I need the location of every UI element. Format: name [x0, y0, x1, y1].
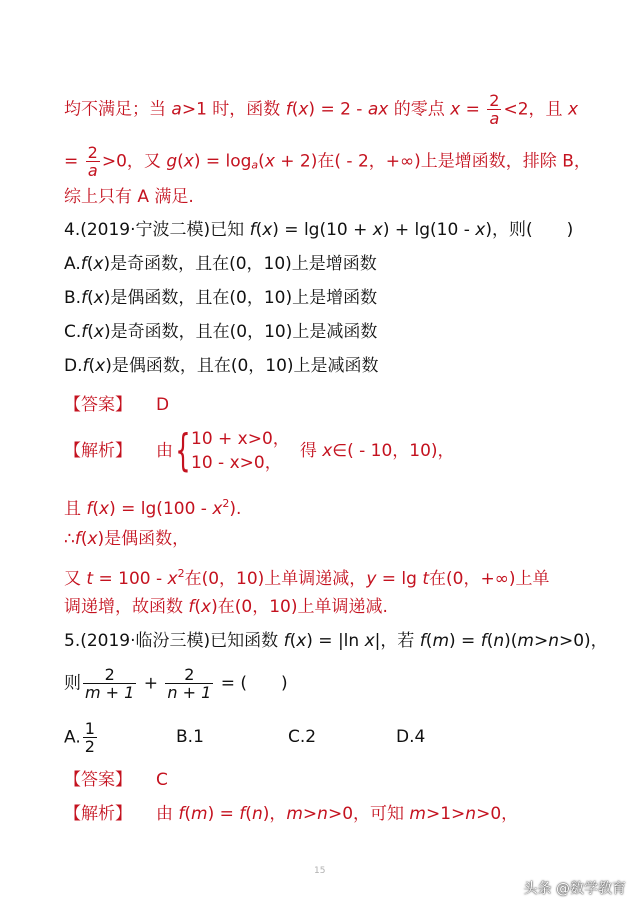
top-bar — [0, 0, 640, 30]
fraction-numerator: 2 — [87, 143, 98, 162]
text: 得 — [299, 441, 323, 461]
var: n — [548, 631, 559, 651]
analysis-line-10 — [64, 561, 550, 592]
var: g — [166, 151, 178, 172]
text: >0， — [476, 804, 519, 824]
var: f — [82, 356, 89, 376]
text: ( — [194, 597, 202, 617]
var: x — [372, 220, 383, 240]
fraction — [83, 720, 97, 755]
text: ( — [425, 631, 433, 651]
text: )是偶函数， — [97, 529, 190, 549]
var: x — [87, 529, 98, 549]
text: ( — [92, 499, 100, 519]
fraction — [165, 666, 213, 701]
text: ) = log — [193, 151, 252, 172]
var: f — [285, 99, 292, 120]
option-label: A. — [64, 727, 81, 748]
text: + 2)在( - 2，+∞)上是增函数，排除 B， — [274, 151, 591, 172]
option-label: C. — [64, 322, 82, 342]
superscript: 2 — [222, 497, 230, 510]
text: 又 — [64, 569, 87, 589]
var: m — [286, 804, 303, 824]
text: >0，又 — [101, 151, 167, 172]
text: ) = — [207, 804, 240, 824]
text: ) = |ln — [306, 631, 365, 651]
var: m — [409, 804, 426, 824]
text: >1 时，函数 — [181, 99, 286, 120]
var: x — [298, 99, 309, 120]
answer-tag: 【答案】 — [64, 770, 132, 790]
text: 由 — [156, 441, 173, 461]
answer-value: D — [156, 395, 170, 415]
text: 4.(2019·宁波二模)已知 — [64, 220, 250, 240]
text: 调递增，故函数 — [64, 597, 189, 617]
var: x — [296, 631, 307, 651]
text: = — [460, 99, 486, 120]
text: = 100 - — [93, 569, 168, 589]
text: >0，可知 — [327, 804, 410, 824]
var: f — [86, 499, 93, 519]
fraction-denominator: a — [87, 161, 98, 180]
text: = — [64, 151, 84, 172]
text: |，若 — [374, 631, 420, 651]
document-page — [0, 30, 640, 904]
text: ) + lg(10 - — [382, 220, 476, 240]
text: >1> — [425, 804, 466, 824]
fraction — [83, 666, 136, 701]
var: m — [517, 631, 534, 651]
text: <2，且 — [503, 99, 568, 120]
text: ( — [486, 631, 494, 651]
text: ) = lg(100 - — [109, 499, 213, 519]
text: 在(0，10)上单调递减， — [184, 569, 367, 589]
var: f — [188, 597, 195, 617]
var: x — [322, 441, 333, 461]
solution-line-2 — [64, 144, 591, 179]
var: m — [191, 804, 208, 824]
text: ( — [245, 804, 252, 824]
text: = ( ) — [215, 673, 288, 694]
q5-option-c: C.2 — [288, 727, 317, 747]
var: f — [81, 322, 88, 342]
fraction-numerator: 2 — [165, 666, 213, 684]
text: )在(0，10)上单调递减. — [211, 597, 388, 617]
var: x — [99, 499, 110, 519]
text: >0)， — [558, 631, 608, 651]
option-label: B. — [64, 288, 82, 308]
text: ( — [177, 151, 184, 172]
text: ( — [291, 99, 299, 120]
question-5-expression — [64, 666, 288, 701]
var: n — [493, 631, 505, 651]
analysis-tag: 【解析】 — [64, 804, 132, 824]
var: x — [201, 597, 212, 617]
fraction-numerator: 2 — [83, 666, 136, 684]
var: x — [183, 151, 194, 172]
option-label: D. — [64, 356, 83, 376]
text: 的零点 — [388, 99, 451, 120]
var: x — [167, 569, 178, 589]
brace: { — [175, 425, 191, 476]
text: 5.(2019·临汾三模)已知函数 — [64, 631, 284, 651]
var: x — [262, 220, 273, 240]
var: ax — [367, 99, 389, 120]
fraction-numerator: 2 — [489, 91, 500, 110]
var: x — [567, 99, 578, 120]
option-label: A. — [64, 254, 81, 274]
inequality-2: 10 - x>0， — [191, 453, 282, 473]
var: f — [80, 254, 87, 274]
text: ( — [258, 151, 265, 172]
answer-tag: 【答案】 — [64, 395, 132, 415]
text: + — [138, 673, 164, 694]
q4-option-c: C.f(x)是奇函数，且在(0，10)上是减函数 — [64, 322, 378, 342]
fraction — [487, 92, 501, 127]
option-text: )是奇函数，且在(0，10)上是增函数 — [103, 254, 377, 274]
var: x — [364, 631, 375, 651]
text: > — [533, 631, 549, 651]
var: f — [480, 631, 487, 651]
text: ∴ — [64, 529, 75, 549]
q4-option-a: A.f(x)是奇函数，且在(0，10)上是增函数 — [64, 254, 377, 274]
text: 由 — [156, 804, 179, 824]
var: t — [422, 569, 430, 589]
q4-option-d: D.f(x)是偶函数，且在(0，10)上是减函数 — [64, 356, 379, 376]
analysis-line-9 — [64, 526, 189, 552]
analysis-tag: 【解析】 — [64, 441, 132, 461]
text: ( — [289, 631, 297, 651]
var: n — [251, 804, 263, 824]
text: ). — [229, 499, 242, 519]
var: m — [432, 631, 449, 651]
var: x — [93, 254, 104, 274]
analysis-line-8 — [64, 491, 241, 522]
inequality-1: 10 + x>0， — [191, 429, 290, 449]
var: y — [366, 569, 377, 589]
text: ∈( - 10，10)， — [332, 441, 455, 461]
text: ) = — [449, 631, 481, 651]
var: n — [465, 804, 477, 824]
q5-option-b: B.1 — [176, 727, 204, 747]
text: 均不满足；当 — [64, 99, 172, 120]
text: )( — [504, 631, 518, 651]
var: f — [178, 804, 185, 824]
var: x — [212, 499, 223, 519]
text: ) = 2 - — [308, 99, 368, 120]
option-text: )是奇函数，且在(0，10)上是减函数 — [103, 322, 378, 342]
var: t — [86, 569, 94, 589]
var: f — [419, 631, 426, 651]
var: n — [317, 804, 328, 824]
var: a — [171, 99, 182, 120]
fraction — [86, 144, 100, 179]
answer-5 — [64, 767, 168, 793]
solution-line-3: 综上只有 A 满足. — [64, 187, 194, 207]
fraction-numerator: 1 — [84, 719, 95, 738]
page-number: 15 — [314, 866, 326, 876]
var: x — [95, 356, 106, 376]
analysis-5 — [64, 801, 518, 827]
fraction-denominator: 2 — [84, 737, 95, 756]
var: f — [249, 220, 256, 240]
answer-value: C — [156, 770, 168, 790]
superscript: 2 — [177, 567, 185, 580]
text: 在(0，+∞)上单 — [429, 569, 550, 589]
fraction-denominator: m + 1 — [85, 683, 135, 702]
var: x — [264, 151, 275, 172]
analysis-4 — [64, 427, 455, 475]
var: x — [475, 220, 486, 240]
text: 则 — [64, 673, 81, 694]
text: 且 — [64, 499, 87, 519]
text: )， — [262, 804, 287, 824]
q5-option-a — [64, 720, 99, 755]
answer-4 — [64, 392, 169, 418]
analysis-line-11 — [64, 594, 388, 620]
subscript: a — [251, 158, 259, 172]
text: > — [302, 804, 318, 824]
text: ( — [184, 804, 192, 824]
watermark: 头条 @数学教育 — [523, 881, 626, 897]
var: x — [93, 288, 104, 308]
text: ) = lg(10 + — [272, 220, 373, 240]
text: ( — [255, 220, 263, 240]
var: f — [74, 529, 81, 549]
q4-option-b: B.f(x)是偶函数，且在(0，10)上是增函数 — [64, 288, 378, 308]
fraction-denominator: n + 1 — [167, 683, 212, 702]
var: f — [239, 804, 246, 824]
inequality-system — [191, 427, 290, 475]
question-5 — [64, 628, 608, 654]
var: f — [283, 631, 290, 651]
option-text: )是偶函数，且在(0，10)上是减函数 — [105, 356, 379, 376]
text: ( — [80, 529, 88, 549]
text: = lg — [376, 569, 423, 589]
question-4 — [64, 217, 573, 243]
var: x — [450, 99, 461, 120]
solution-line-1 — [64, 92, 578, 127]
option-text: )是偶函数，且在(0，10)上是增函数 — [103, 288, 378, 308]
var: x — [93, 322, 104, 342]
text: )，则( ) — [485, 220, 574, 240]
var: f — [81, 288, 88, 308]
q5-option-d: D.4 — [396, 727, 426, 747]
fraction-denominator: a — [489, 109, 500, 128]
